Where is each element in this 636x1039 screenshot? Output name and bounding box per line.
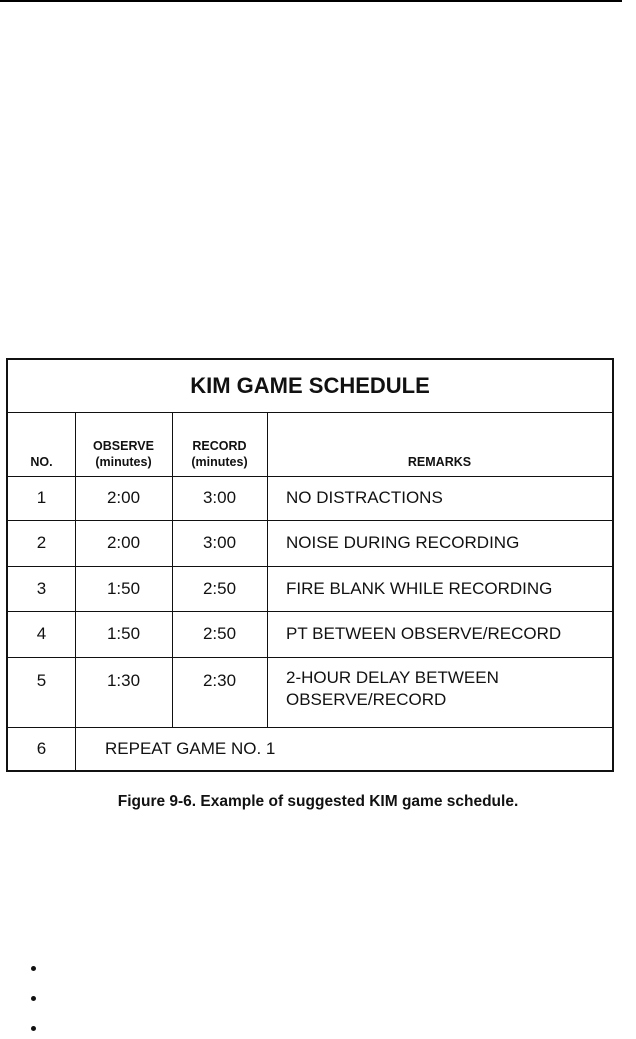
header-observe-line1: OBSERVE bbox=[93, 439, 154, 453]
header-observe bbox=[75, 412, 172, 476]
row-4-record: 2:50 bbox=[202, 624, 237, 643]
row-2-record: 3:00 bbox=[202, 533, 237, 552]
row-6-no: 6 bbox=[36, 738, 47, 758]
header-record-line2: (minutes) bbox=[191, 455, 248, 469]
row-5-remarks bbox=[286, 657, 608, 727]
row-1-remarks: NO DISTRACTIONS bbox=[286, 488, 443, 507]
row-1-observe: 2:00 bbox=[106, 488, 141, 507]
row-5-remarks-line2: OBSERVE/RECORD bbox=[286, 690, 447, 709]
row-5-no: 5 bbox=[36, 671, 47, 690]
header-no bbox=[8, 412, 75, 476]
row-3-remarks: FIRE BLANK WHILE RECORDING bbox=[286, 578, 553, 598]
bullet-icon bbox=[31, 966, 36, 971]
row-3-no: 3 bbox=[36, 578, 47, 598]
header-observe-line2: (minutes) bbox=[95, 455, 152, 469]
row-3-record: 2:50 bbox=[202, 578, 237, 598]
header-remarks-label: REMARKS bbox=[407, 455, 472, 469]
row-2-remarks: NOISE DURING RECORDING bbox=[286, 533, 520, 552]
row-4-no: 4 bbox=[36, 624, 47, 643]
bullet-icon bbox=[31, 996, 36, 1001]
header-no-label: NO. bbox=[30, 455, 53, 469]
row-6-remarks: REPEAT GAME NO. 1 bbox=[105, 738, 276, 758]
header-record-line1: RECORD bbox=[192, 439, 247, 453]
kim-game-schedule-table bbox=[6, 358, 614, 772]
row-5-record: 2:30 bbox=[202, 671, 237, 690]
bullet-icon bbox=[31, 1026, 36, 1031]
row-5-observe: 1:30 bbox=[106, 671, 141, 690]
row-4-observe: 1:50 bbox=[106, 624, 141, 643]
row-2-observe: 2:00 bbox=[106, 533, 141, 552]
top-rule bbox=[0, 0, 622, 2]
figure-caption: Figure 9-6. Example of suggested KIM game schedule. bbox=[117, 793, 519, 810]
row-4-remarks: PT BETWEEN OBSERVE/RECORD bbox=[286, 624, 562, 643]
row-3-observe: 1:50 bbox=[106, 578, 141, 598]
header-remarks bbox=[267, 412, 612, 476]
row-1-record: 3:00 bbox=[202, 488, 237, 507]
header-record bbox=[172, 412, 267, 476]
row-5-remarks-line1: 2-HOUR DELAY BETWEEN bbox=[286, 668, 499, 687]
row-1-no: 1 bbox=[36, 488, 47, 507]
table-title: KIM GAME SCHEDULE bbox=[8, 360, 612, 413]
row-2-no: 2 bbox=[36, 533, 47, 552]
